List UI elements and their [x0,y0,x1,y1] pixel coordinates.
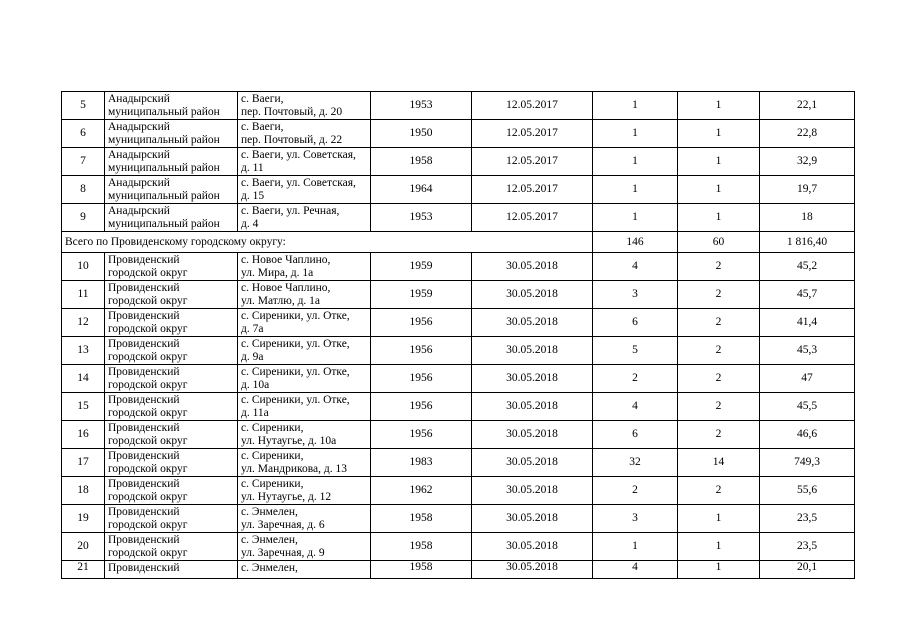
apartments-count: 1 [678,533,760,561]
address [238,92,371,120]
district-name [105,281,238,309]
apartments-count: 14 [678,449,760,477]
district-name-line: Провиденский [108,366,180,378]
rows-anadyr [62,92,855,232]
area-value: 45,2 [760,253,855,281]
persons-count: 1 [593,92,678,120]
address [238,533,371,561]
subtotal-apartments: 60 [678,232,760,253]
persons-count: 4 [593,561,678,579]
district-name [105,148,238,176]
area-value: 55,6 [760,477,855,505]
address [238,477,371,505]
address-line: д. 4 [241,218,259,230]
table-row [62,148,855,176]
area-value: 45,3 [760,337,855,365]
address-line: с. Ваеги, ул. Речная, [241,205,340,217]
address-line: с. Новое Чаплино, [241,254,331,266]
build-year: 1956 [371,393,472,421]
persons-count: 6 [593,421,678,449]
district-name-line: Провиденский [108,338,180,350]
row-number: 9 [62,204,105,232]
persons-count: 4 [593,393,678,421]
persons-count: 6 [593,309,678,337]
address-line: пер. Почтовый, д. 22 [241,134,343,146]
address [238,281,371,309]
district-name-line: муниципальный район [108,134,220,146]
district-name-line: Анадырский [108,93,170,105]
apartments-count: 1 [678,120,760,148]
district-name [105,393,238,421]
district-name-line: городской округ [108,435,188,447]
address-line: с. Энмелен, [241,534,298,546]
area-value: 22,8 [760,120,855,148]
district-name-line: Анадырский [108,177,170,189]
district-name-line: городской округ [108,519,188,531]
district-name-line: Анадырский [108,205,170,217]
address-line: д. 9а [241,351,264,363]
build-year: 1956 [371,337,472,365]
address-line: ул. Заречная, д. 9 [241,547,325,559]
recognition-date: 30.05.2018 [472,533,593,561]
persons-count: 1 [593,533,678,561]
subtotal-persons: 146 [593,232,678,253]
address-line: ул. Нутаугье, д. 10а [241,435,337,447]
address-line: с. Ваеги, [241,121,284,133]
apartments-count: 1 [678,92,760,120]
recognition-date: 30.05.2018 [472,365,593,393]
district-name-line: Провиденский [108,422,180,434]
address-line: д. 10а [241,379,270,391]
district-name-line: городской округ [108,547,188,559]
apartments-count: 2 [678,365,760,393]
address [238,505,371,533]
recognition-date: 30.05.2018 [472,281,593,309]
apartments-count: 1 [678,204,760,232]
district-name-line: Провиденский [108,310,180,322]
area-value: 47 [760,365,855,393]
apartments-count: 1 [678,505,760,533]
address-line: ул. Мира, д. 1а [241,267,314,279]
recognition-date: 30.05.2018 [472,477,593,505]
row-number: 11 [62,281,105,309]
apartments-count: 2 [678,281,760,309]
table-row [62,477,855,505]
area-value: 23,5 [760,505,855,533]
persons-count: 5 [593,337,678,365]
table-row [62,204,855,232]
address [238,561,371,579]
apartments-count: 1 [678,148,760,176]
persons-count: 1 [593,204,678,232]
area-value: 41,4 [760,309,855,337]
address-line: д. 15 [241,190,265,202]
apartments-count: 2 [678,421,760,449]
address [238,176,371,204]
district-name-line: Анадырский [108,149,170,161]
district-name-line: городской округ [108,407,188,419]
address-line: ул. Мандрикова, д. 13 [241,463,347,475]
row-number: 8 [62,176,105,204]
address-line: с. Сиреники, ул. Отке, [241,338,350,350]
district-name-line: Провиденский [108,562,180,574]
address-line: ул. Матлю, д. 1а [241,295,321,307]
table-row [62,337,855,365]
build-year: 1958 [371,533,472,561]
build-year: 1959 [371,281,472,309]
area-value: 46,6 [760,421,855,449]
district-name [105,561,238,579]
build-year: 1950 [371,120,472,148]
build-year: 1956 [371,421,472,449]
district-name [105,421,238,449]
subtotal-section [62,232,855,253]
address [238,393,371,421]
row-number: 6 [62,120,105,148]
apartments-count: 2 [678,309,760,337]
district-name-line: Провиденский [108,254,180,266]
table-row [62,120,855,148]
area-value: 19,7 [760,176,855,204]
build-year: 1956 [371,309,472,337]
table-row [62,281,855,309]
district-name-line: Провиденский [108,282,180,294]
district-name-line: городской округ [108,323,188,335]
address-line: д. 11 [241,162,264,174]
recognition-date: 30.05.2018 [472,337,593,365]
address [238,253,371,281]
build-year: 1953 [371,92,472,120]
row-number: 5 [62,92,105,120]
district-name [105,505,238,533]
table-row [62,253,855,281]
address-line: с. Сиреники, [241,450,304,462]
build-year: 1962 [371,477,472,505]
recognition-date: 30.05.2018 [472,505,593,533]
address [238,204,371,232]
apartments-count: 1 [678,176,760,204]
address-line: с. Энмелен, [241,506,298,518]
area-value: 749,3 [760,449,855,477]
recognition-date: 30.05.2018 [472,393,593,421]
build-year: 1959 [371,253,472,281]
build-year: 1964 [371,176,472,204]
apartments-count: 2 [678,477,760,505]
build-year: 1953 [371,204,472,232]
subtotal-label: Всего по Провиденскому городскому округу: [62,232,593,253]
area-value: 23,5 [760,533,855,561]
recognition-date: 30.05.2018 [472,449,593,477]
district-name [105,449,238,477]
persons-count: 1 [593,148,678,176]
address [238,365,371,393]
address [238,120,371,148]
row-number: 7 [62,148,105,176]
area-value: 45,7 [760,281,855,309]
district-name-line: муниципальный район [108,190,220,202]
recognition-date: 30.05.2018 [472,561,593,579]
table-row [62,561,855,579]
row-number: 17 [62,449,105,477]
table-row [62,421,855,449]
table-row [62,393,855,421]
persons-count: 1 [593,120,678,148]
district-name-line: Провиденский [108,450,180,462]
address [238,449,371,477]
address-line: ул. Заречная, д. 6 [241,519,325,531]
table-row [62,505,855,533]
district-name-line: Провиденский [108,394,180,406]
district-name-line: муниципальный район [108,218,220,230]
district-name [105,120,238,148]
address [238,337,371,365]
apartments-count: 2 [678,337,760,365]
row-number: 16 [62,421,105,449]
subtotal-area: 1 816,40 [760,232,855,253]
district-name [105,176,238,204]
table-row [62,449,855,477]
district-name-line: городской округ [108,267,188,279]
row-number: 14 [62,365,105,393]
apartments-count: 2 [678,253,760,281]
address-line: с. Ваеги, [241,93,284,105]
row-number: 18 [62,477,105,505]
recognition-date: 12.05.2017 [472,148,593,176]
address-line: пер. Почтовый, д. 20 [241,106,343,118]
row-number: 13 [62,337,105,365]
rows-last [62,561,855,579]
area-value: 45,5 [760,393,855,421]
district-name-line: городской округ [108,351,188,363]
subtotal-row [62,232,855,253]
build-year: 1956 [371,365,472,393]
table-row [62,176,855,204]
recognition-date: 30.05.2018 [472,309,593,337]
district-name [105,204,238,232]
district-name [105,253,238,281]
rows-provideniya [62,253,855,561]
area-value: 20,1 [760,561,855,579]
district-name-line: Анадырский [108,121,170,133]
persons-count: 2 [593,365,678,393]
district-name-line: Провиденский [108,478,180,490]
apartments-count: 1 [678,561,760,579]
address [238,309,371,337]
district-name [105,337,238,365]
district-name [105,533,238,561]
area-value: 32,9 [760,148,855,176]
apartments-count: 2 [678,393,760,421]
address [238,148,371,176]
district-name-line: муниципальный район [108,162,220,174]
table-row [62,365,855,393]
district-name-line: Провиденский [108,534,180,546]
build-year: 1958 [371,148,472,176]
address-line: с. Сиреники, [241,422,304,434]
district-name [105,309,238,337]
row-number: 19 [62,505,105,533]
district-name [105,92,238,120]
persons-count: 32 [593,449,678,477]
row-number: 20 [62,533,105,561]
row-number: 12 [62,309,105,337]
persons-count: 2 [593,477,678,505]
housing-register-table [61,91,855,579]
address-line: с. Сиреники, ул. Отке, [241,394,350,406]
recognition-date: 12.05.2017 [472,120,593,148]
persons-count: 1 [593,176,678,204]
build-year: 1958 [371,505,472,533]
table-row [62,533,855,561]
persons-count: 3 [593,505,678,533]
persons-count: 4 [593,253,678,281]
row-number: 10 [62,253,105,281]
address-line: с. Новое Чаплино, [241,282,331,294]
address-line: ул. Нутаугье, д. 12 [241,491,332,503]
address-line: с. Сиреники, ул. Отке, [241,310,350,322]
recognition-date: 30.05.2018 [472,421,593,449]
persons-count: 3 [593,281,678,309]
area-value: 22,1 [760,92,855,120]
address [238,421,371,449]
district-name-line: городской округ [108,295,188,307]
district-name-line: Провиденский [108,506,180,518]
district-name-line: муниципальный район [108,106,220,118]
row-number: 15 [62,393,105,421]
recognition-date: 30.05.2018 [472,253,593,281]
address-line: с. Энмелен, [241,562,298,574]
address-line: с. Сиреники, ул. Отке, [241,366,350,378]
recognition-date: 12.05.2017 [472,92,593,120]
district-name-line: городской округ [108,379,188,391]
address-line: с. Сиреники, [241,478,304,490]
area-value: 18 [760,204,855,232]
district-name [105,365,238,393]
address-line: с. Ваеги, ул. Советская, [241,177,356,189]
build-year: 1983 [371,449,472,477]
recognition-date: 12.05.2017 [472,204,593,232]
district-name-line: городской округ [108,463,188,475]
address-line: с. Ваеги, ул. Советская, [241,149,356,161]
address-line: д. 7а [241,323,264,335]
district-name-line: городской округ [108,491,188,503]
table-row [62,92,855,120]
row-number: 21 [62,561,105,579]
recognition-date: 12.05.2017 [472,176,593,204]
build-year: 1958 [371,561,472,579]
district-name [105,477,238,505]
address-line: д. 11а [241,407,269,419]
table-row [62,309,855,337]
